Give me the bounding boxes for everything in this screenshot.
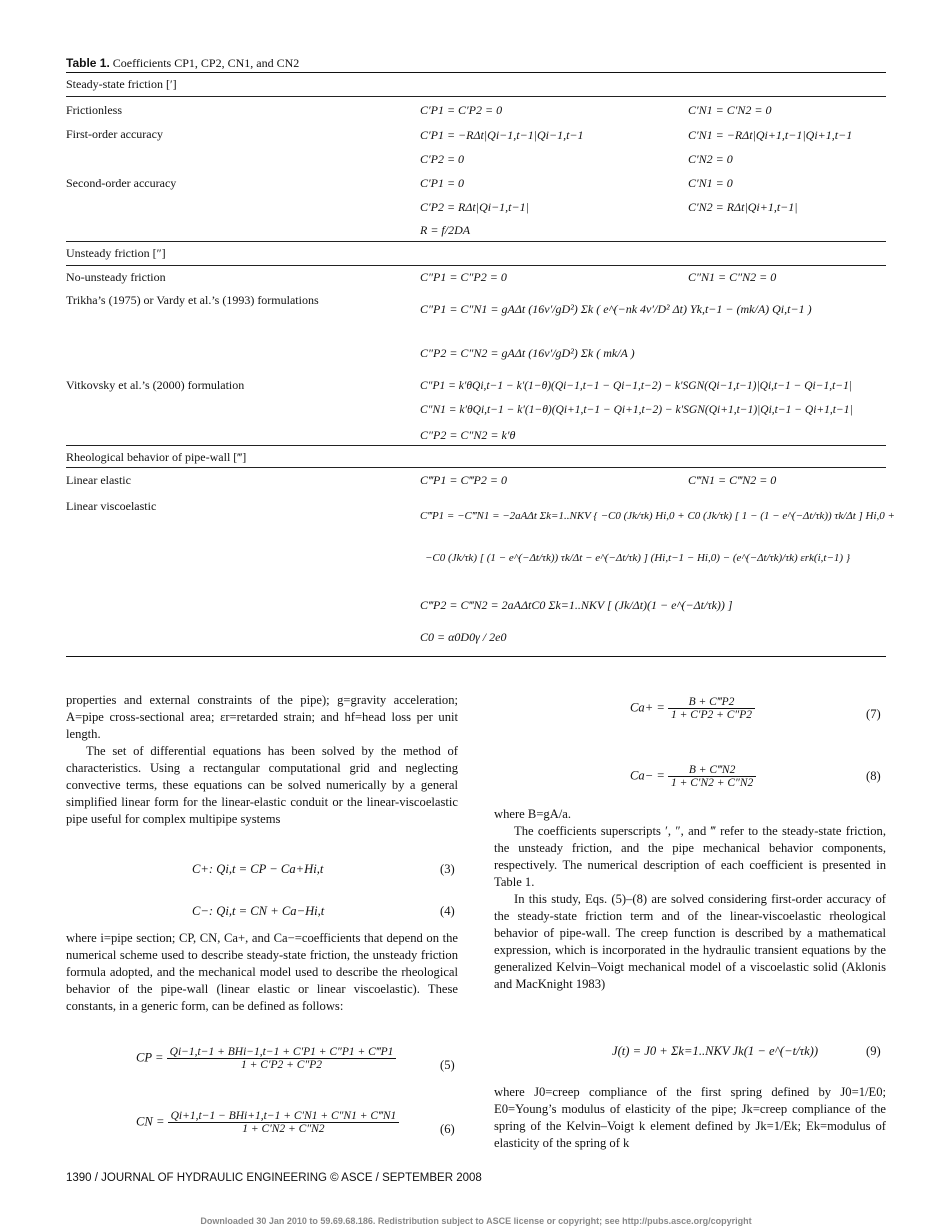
formula-f16: C‴P2 = C‴N2 = 2aAΔtC0 Σk=1..NKV [ (Jk/Δt)(1 − e^(−Δt/τk)) ] — [420, 598, 733, 612]
equation-9: J(t) = J0 + Σk=1..NKV Jk(1 − e^(−t/τk)) — [612, 1044, 819, 1058]
formula-f12: C″P2 = C″N2 = k′θ — [420, 428, 516, 442]
table-caption — [66, 56, 299, 71]
left-column-text-2 — [66, 930, 458, 1015]
formula-f7b: C″N1 = C″N2 = 0 — [688, 270, 777, 284]
equation-7-denominator: 1 + C′P2 + C″P2 — [671, 709, 752, 721]
left-paragraph-3: where i=pipe section; CP, CN, Ca+, and Ca−=coefficients that depend on the numerical scheme used to describe steady-state friction, the unsteady friction formula adopted, and the mechanical model used to describe the rheological behavior of the pipe-wall (linear elastic or linear viscoelastic). These constants, in a generic form, can be defined as follows: — [66, 931, 458, 1013]
formula-f2b: C′N1 = −RΔt|Qi+1,t−1|Qi+1,t−1 — [688, 128, 853, 142]
equation-8-denominator: 1 + C′N2 + C″N2 — [671, 777, 754, 789]
row-linear-elastic: Linear elastic — [66, 473, 131, 487]
rule-unsteady — [66, 265, 886, 266]
formula-f5a: C′P2 = RΔt|Qi−1,t−1| — [420, 200, 529, 214]
equation-9-number: (9) — [866, 1044, 881, 1058]
formula-f9: C″P2 = C″N2 = gAΔt (16ν′/gD²) Σk ( mk/A ) — [420, 346, 635, 360]
formula-f2a: C′P1 = −RΔt|Qi−1,t−1|Qi−1,t−1 — [420, 128, 584, 142]
equation-7 — [630, 696, 755, 721]
left-paragraph-2: The set of differential equations has been solved by the method of characteristics. Using a rectangular computational grid and neglecting convective terms, these equations can be solved numerically by a general simplified linear form for the linear-elastic conduit or the linear-viscoelastic pipe useful for complex multipipe systems — [66, 744, 458, 826]
equation-8 — [630, 764, 756, 789]
formula-f3b: C′N2 = 0 — [688, 152, 733, 166]
rule-before-unsteady — [66, 241, 886, 242]
equation-7-numerator: B + C‴P2 — [668, 696, 755, 709]
equation-4: C−: Qi,t = CN + Ca−Hi,t — [192, 904, 325, 918]
formula-f1b: C′N1 = C′N2 = 0 — [688, 103, 772, 117]
formula-f15: −C0 (Jk/τk) [ (1 − e^(−Δt/τk)) τk/Δt − e^(−Δt/τk) ] (Hi,t−1 − Hi,0) − (e^(−Δt/τk)/τk) εrk(i,t−1) } — [425, 552, 851, 564]
formula-f14: C‴P1 = −C‴N1 = −2aAΔt Σk=1..NKV { −C0 (Jk/τk) Hi,0 + C0 (Jk/τk) [ 1 − (1 − e^(−Δt/τk)) τk/Δt ] Hi,0 + — [420, 510, 895, 522]
section-steady: Steady-state friction [′] — [66, 77, 177, 91]
formula-f17: C0 = α0D0γ / 2e0 — [420, 630, 507, 644]
right-column-text — [494, 806, 886, 993]
rule-steady — [66, 96, 886, 97]
table-caption-text: Coefficients CP1, CP2, CN1, and CN2 — [112, 56, 300, 70]
formula-f8: C″P1 = C″N1 = gAΔt (16ν′/gD²) Σk ( e^(−nk 4ν′/D² Δt) Yk,t−1 − (mk/A) Qi,t−1 ) — [420, 302, 812, 316]
equation-6-denominator: 1 + C′N2 + C″N2 — [242, 1123, 325, 1135]
formula-f10: C″P1 = k′θQi,t−1 − k′(1−θ)(Qi−1,t−1 − Qi−1,t−2) − k′SGN(Qi−1,t−1)|Qi,t−1 − Qi−1,t−1| — [420, 380, 853, 392]
equation-6-number: (6) — [440, 1122, 455, 1136]
equation-3: C+: Qi,t = CP − Ca+Hi,t — [192, 862, 324, 876]
formula-f3a: C′P2 = 0 — [420, 152, 465, 166]
formula-f1a: C′P1 = C′P2 = 0 — [420, 103, 503, 117]
equation-5-denominator: 1 + C′P2 + C″P2 — [241, 1059, 323, 1071]
rule-before-rheo — [66, 445, 886, 446]
table-top-rule — [66, 72, 886, 73]
left-paragraph-1: properties and external constraints of the pipe); g=gravity acceleration; A=pipe cross-sectional area; εr=retarded strain; and hf=head loss per unit length. — [66, 693, 458, 741]
equation-6 — [136, 1110, 399, 1135]
equation-5-number: (5) — [440, 1058, 455, 1072]
row-second-order: Second-order accuracy — [66, 176, 177, 190]
right-paragraph-2: The coefficients superscripts ′, ″, and ‴ refer to the steady-state friction, the unsteady friction, and the pipe mechanical behavior components, respectively. The numerical description of each coefficient is presented in Table 1. — [494, 824, 886, 889]
row-frictionless: Frictionless — [66, 103, 122, 117]
equation-7-lhs: Ca+ = — [630, 700, 665, 715]
equation-5-lhs: CP = — [136, 1050, 164, 1065]
equation-6-numerator: Qi+1,t−1 − BHi+1,t−1 + C′N1 + C″N1 + C‴N1 — [168, 1110, 400, 1123]
section-rheo: Rheological behavior of pipe-wall [‴] — [66, 450, 247, 464]
equation-5-numerator: Qi−1,t−1 + BHi−1,t−1 + C′P1 + C″P1 + C‴P1 — [167, 1046, 397, 1059]
formula-f13a: C‴P1 = C‴P2 = 0 — [420, 473, 507, 487]
formula-f6: R = f/2DA — [420, 223, 471, 237]
formula-f11: C″N1 = k′θQi,t−1 − k′(1−θ)(Qi+1,t−1 − Qi+1,t−2) − k′SGN(Qi+1,t−1)|Qi,t−1 − Qi+1,t−1| — [420, 404, 853, 416]
equation-5 — [136, 1046, 396, 1071]
rule-rheo — [66, 467, 886, 468]
right-column-text-2 — [494, 1084, 886, 1152]
right-paragraph-4: where J0=creep compliance of the first spring defined by J0=1/E0; E0=Young’s modulus of elasticity of the pipe; Jk=creep compliance of the spring of the Kelvin–Voigt k element defined by Jk=1/Ek; Ek=modulus of elasticity of the spring of k — [494, 1085, 886, 1150]
equation-8-lhs: Ca− = — [630, 768, 665, 783]
formula-f5b: C′N2 = RΔt|Qi+1,t−1| — [688, 200, 798, 214]
row-linear-visco: Linear viscoelastic — [66, 499, 157, 513]
equation-8-numerator: B + C‴N2 — [668, 764, 756, 777]
equation-6-lhs: CN = — [136, 1114, 165, 1129]
section-unsteady: Unsteady friction [″] — [66, 246, 166, 260]
equation-7-number: (7) — [866, 707, 881, 721]
page-footer: 1390 / JOURNAL OF HYDRAULIC ENGINEERING © ASCE / SEPTEMBER 2008 — [66, 1172, 482, 1184]
table-caption-label: Table 1. — [66, 56, 110, 70]
left-column-text — [66, 692, 458, 828]
formula-f4b: C′N1 = 0 — [688, 176, 733, 190]
formula-f4a: C′P1 = 0 — [420, 176, 465, 190]
formula-f13b: C‴N1 = C‴N2 = 0 — [688, 473, 777, 487]
right-paragraph-3: In this study, Eqs. (5)–(8) are solved considering first-order accuracy of the steady-state friction term and of the linear-viscoelastic rheological behavior of pipe-wall. The creep function is described by a mathematical expression, which is incorporated in the hydraulic transient equations by the generalized Kelvin–Voigt mechanical model of a viscoelastic solid (Aklonis and MacKnight 1983) — [494, 892, 886, 991]
row-trikha: Trikha’s (1975) or Vardy et al.’s (1993) formulations — [66, 293, 319, 307]
row-first-order: First-order accuracy — [66, 127, 163, 141]
equation-4-number: (4) — [440, 904, 455, 918]
formula-f7a: C″P1 = C″P2 = 0 — [420, 270, 507, 284]
equation-3-number: (3) — [440, 862, 455, 876]
row-vitkovsky: Vitkovsky et al.’s (2000) formulation — [66, 378, 245, 392]
download-notice: Downloaded 30 Jan 2010 to 59.69.68.186. Redistribution subject to ASCE license or copyright; see http://pubs.asce.org/copyright — [200, 1216, 752, 1226]
equation-8-number: (8) — [866, 769, 881, 783]
table-bottom-rule — [66, 656, 886, 657]
right-paragraph-1: where B=gA/a. — [494, 807, 572, 821]
row-no-unsteady: No-unsteady friction — [66, 270, 166, 284]
